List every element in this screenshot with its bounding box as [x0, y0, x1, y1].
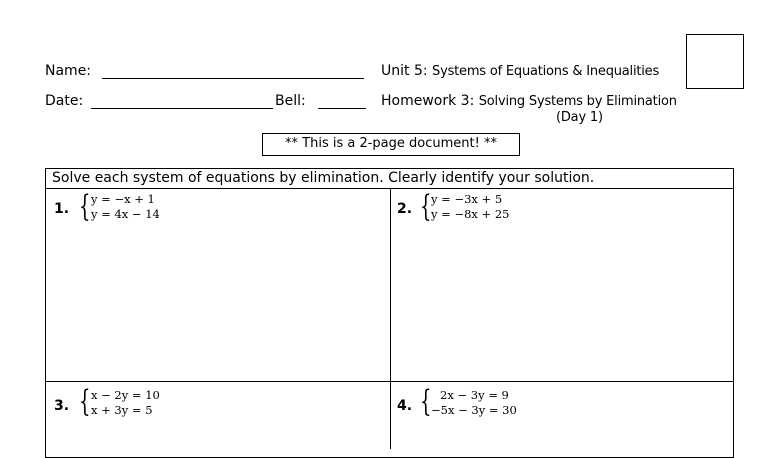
problem-3-eq2: x + 3y = 5 [91, 403, 153, 417]
brace-icon: { [79, 189, 91, 224]
problem-1-eq1: y = −x + 1 [91, 192, 155, 206]
problem-4-cell[interactable] [391, 382, 734, 441]
unit-title: Systems of Equations & Inequalities [432, 64, 660, 79]
brace-icon: { [420, 189, 432, 224]
problem-2-eq1: y = −3x + 5 [431, 192, 503, 206]
problem-2-system [431, 192, 509, 222]
problem-1-cell[interactable] [45, 189, 390, 381]
problem-3-number: 3. [54, 398, 70, 414]
problem-4-eq2: −5x − 3y = 30 [431, 403, 517, 417]
name-label: Name: [45, 63, 92, 79]
problem-4-number: 4. [397, 398, 413, 414]
problem-4-eq1: 2x − 3y = 9 [440, 388, 509, 402]
unit-heading [381, 63, 659, 80]
name-blank[interactable] [102, 78, 364, 79]
problem-1-eq2: y = 4x − 14 [91, 207, 160, 221]
problem-2-eq2: y = −8x + 25 [431, 207, 510, 221]
problem-1-number: 1. [54, 201, 70, 217]
homework-heading [381, 93, 677, 110]
date-blank[interactable] [91, 108, 273, 109]
problem-3-eq1: x − 2y = 10 [91, 388, 160, 402]
score-box[interactable] [686, 34, 744, 89]
date-label: Date: [45, 93, 84, 109]
homework-subtitle: (Day 1) [556, 110, 603, 125]
instructions: Solve each system of equations by elimination. Clearly identify your solution. [45, 168, 734, 189]
problem-4-system [431, 388, 517, 418]
unit-label: Unit 5: [381, 63, 428, 79]
brace-icon: { [420, 384, 432, 419]
brace-icon: { [79, 384, 91, 419]
bell-blank[interactable] [318, 108, 366, 109]
bell-label: Bell: [275, 93, 306, 109]
problem-2-cell[interactable] [391, 189, 734, 381]
two-page-notice: ** This is a 2-page document! ** [262, 133, 520, 156]
homework-label: Homework 3: [381, 93, 475, 109]
problem-3-system [91, 388, 160, 418]
problem-1-system [91, 192, 160, 222]
problem-3-cell[interactable] [45, 382, 390, 441]
problem-2-number: 2. [397, 201, 413, 217]
homework-title: Solving Systems by Elimination [478, 94, 677, 109]
